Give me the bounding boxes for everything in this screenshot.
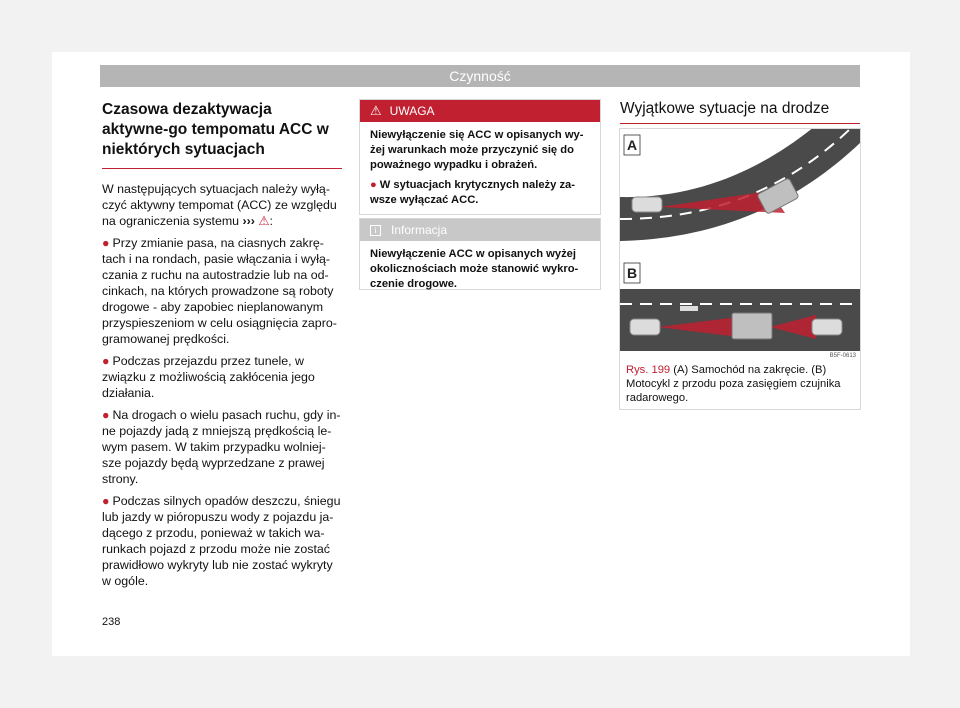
list-item [102, 407, 342, 487]
left-column [102, 100, 342, 595]
list-item-text: Podczas silnych opadów deszczu, śniegu lub jazdy w pióropuszu wody z pojazdu ja-dącego z przodu, ponieważ w takich wa-runkach pojazd z przodu może nie zostać prawidłowo wykryty lub nie zostać wykryty w ogóle. [102, 494, 341, 588]
list-item-text: Przy zmianie pasa, na ciasnych zakrę-tach i na rondach, pasie włączania i wyłą-czania z ruchu na autostradzie lub na od-cinkach, na których prowadzone są roboty drogowe - aby zapobiec nieplanowanym przyspieszeniom w celu osiągnięcia zapro-gramowanej prędkości. [102, 236, 337, 346]
bullet-icon: ● [102, 494, 110, 508]
warning-box [359, 99, 601, 215]
list-item [102, 493, 342, 589]
figure-code: B5F-0613 [829, 353, 856, 359]
bullet-icon: ● [102, 408, 110, 422]
section-heading: Czasowa dezaktywacja aktywne-go tempomatu ACC w niektórych sytuacjach [102, 100, 342, 169]
road-illustration [620, 129, 860, 361]
caption-text: (A) Samochód na zakręcie. (B) Motocykl z przodu poza zasięgiem czujnika radarowego. [626, 364, 841, 404]
panel-a-label: A [626, 137, 638, 153]
panel-a [620, 129, 860, 259]
list-item [102, 353, 342, 401]
warning-content [360, 122, 600, 219]
intro-paragraph [102, 181, 342, 229]
info-icon: i [370, 225, 381, 236]
warning-bullet [370, 178, 590, 208]
panel-b [620, 259, 860, 361]
info-bar [360, 219, 600, 241]
figure-caption [626, 363, 856, 405]
list-item [102, 235, 342, 347]
intro-text: W następujących sytuacjach należy wyłą-czyć aktywny tempomat (ACC) ze względu na ograniczenia systemu [102, 182, 337, 228]
info-box [359, 218, 601, 290]
left-body [102, 181, 342, 589]
cross-reference-arrows[interactable]: ››› [242, 214, 255, 228]
warning-triangle-icon: ⚠ [258, 214, 270, 228]
figure-section-heading: Wyjątkowe sytuacje na drodze [620, 99, 860, 124]
bullet-icon: ● [102, 236, 110, 250]
section-header: Czynność [100, 65, 860, 87]
warning-bullet-text: W sytuacjach krytycznych należy za-wsze wyłączać ACC. [370, 179, 576, 206]
warning-bar [360, 100, 600, 122]
warning-label: UWAGA [389, 104, 435, 118]
warning-triangle-icon: ⚠ [370, 103, 382, 118]
list-item-text: Na drogach o wielu pasach ruchu, gdy in-ne pojazdy jadą z mniejszą prędkością le-wym pasem. W takim przypadku wolniej-sze pojazdy będą wyprzedzane z prawej strony. [102, 408, 341, 486]
figure-box [619, 128, 861, 410]
info-label: Informacja [391, 223, 448, 237]
bullet-icon: ● [102, 354, 110, 368]
list-item-text: Podczas przejazdu przez tunele, w związku z możliwością zakłócenia jego działania. [102, 354, 315, 400]
bullet-icon: ● [370, 179, 377, 191]
page-number: 238 [102, 616, 121, 628]
panel-b-label: B [626, 265, 638, 281]
warning-text: Niewyłączenie się ACC w opisanych wy-żej warunkach może przyczynić się do poważnego wypadku i obrażeń. [370, 129, 584, 171]
info-text: Niewyłączenie ACC w opisanych wyżej okolicznościach może stanowić wykro-czenie drogowe. [370, 248, 579, 290]
figure-ref: Rys. 199 [626, 364, 671, 376]
intro-end: : [269, 214, 273, 228]
